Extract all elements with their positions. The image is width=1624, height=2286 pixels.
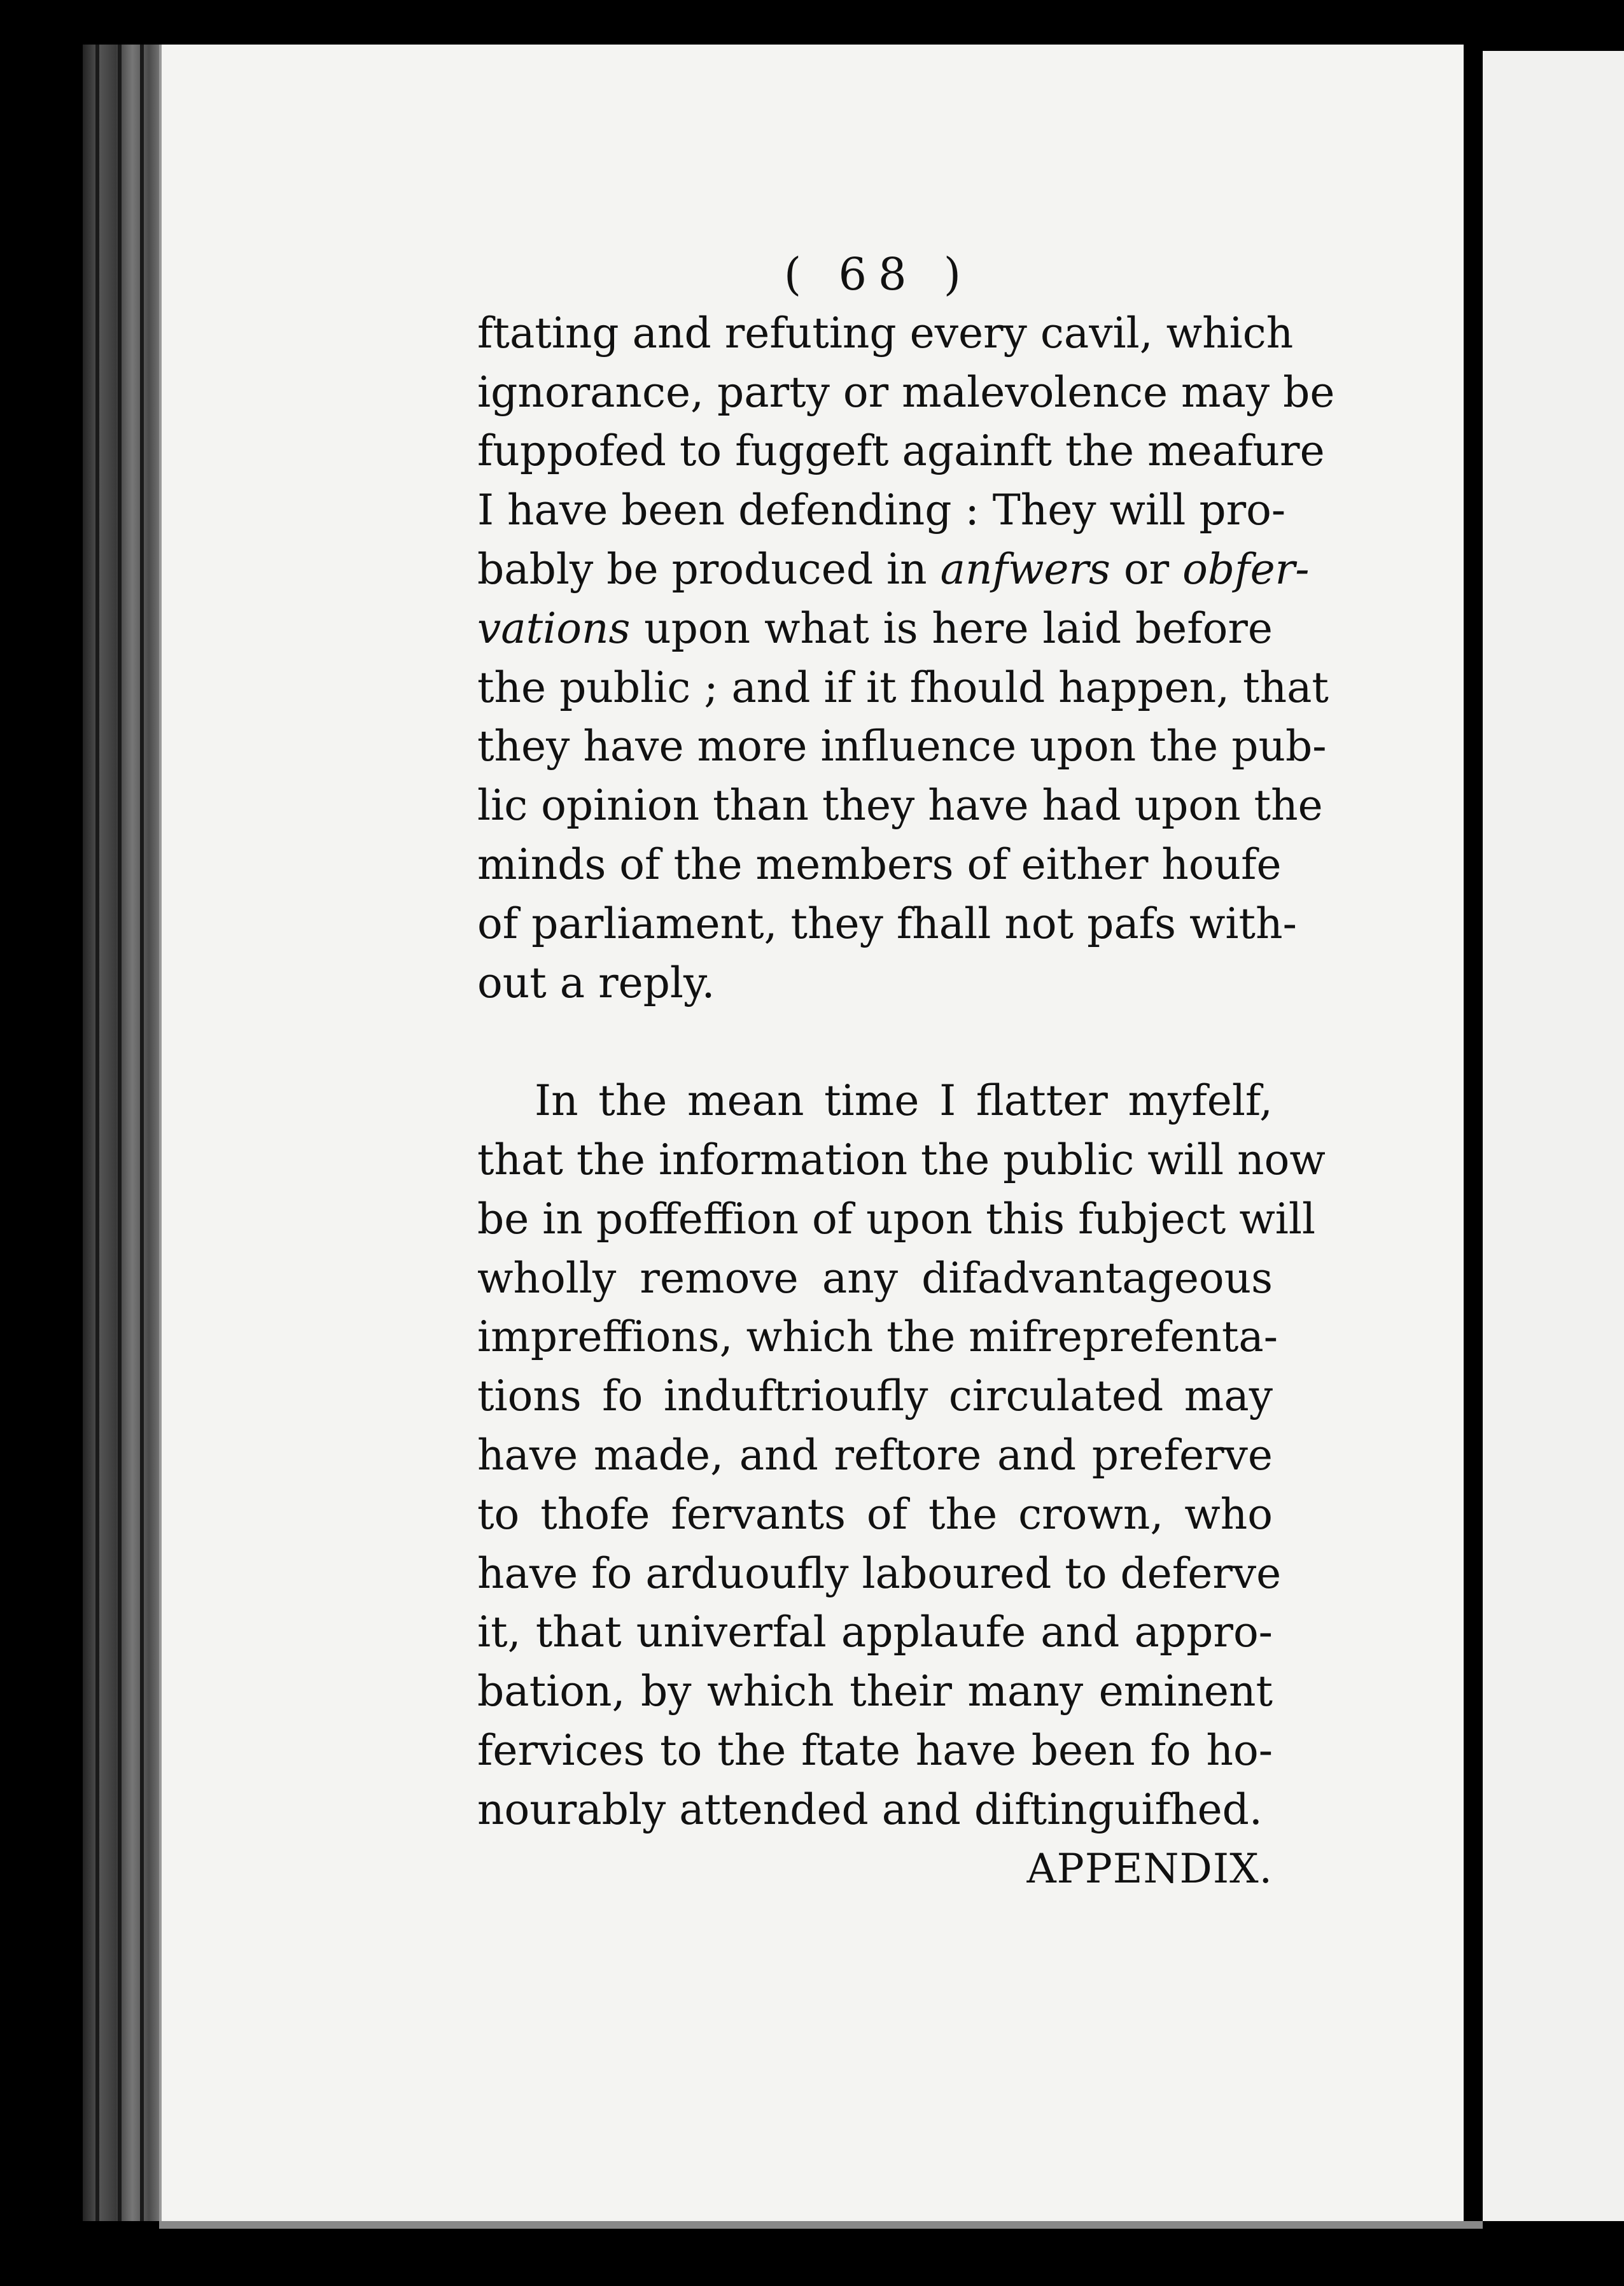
catchword: APPENDIX. [1026,1845,1273,1893]
text-line: ignorance, party or malevolence may be [477,367,1335,417]
text-line: be in poffeffion of upon this fubject will [477,1194,1316,1244]
binding-stripe [140,45,144,2221]
text-line: have made, and reftore and preferve [477,1430,1273,1480]
text-line: In the mean time I flatter myfelf, [535,1076,1273,1126]
text-line: to thofe fervants of the crown, who [477,1489,1273,1539]
text-line: tions fo induftrioufly circulated may [477,1371,1273,1421]
next-page-edge [1483,51,1624,2221]
text-line: of parliament, they fhall not pafs with- [477,899,1297,948]
text-line: they have more influence upon the pub- [477,722,1327,771]
paragraph-1 [477,304,1335,1013]
binding-stripe [118,45,122,2221]
text-line: that the information the public will now [477,1135,1326,1184]
text-line: the public ; and if it fhould happen, that [477,663,1329,712]
text-line: it, that univerfal applaufe and appro- [477,1608,1273,1657]
page-text [477,245,1335,1898]
page-gutter [1464,45,1483,2227]
text-line: out a reply. [477,958,715,1007]
text-line: nourably attended and diftinguifhed. [477,1785,1263,1834]
text-line: impreffions, which the mifreprefenta- [477,1312,1278,1362]
text-line: bably be produced in anfwers or obfer- [477,544,1310,594]
text-line: bation, by which their many eminent [477,1667,1273,1716]
paragraph-gap [477,1013,1273,1072]
text-line: have fo arduoufly laboured to deferve [477,1548,1282,1598]
text-line: wholly remove any difadvantageous [477,1253,1273,1303]
text-line: I have been defending : They will pro- [477,486,1286,535]
book-binding [83,45,165,2221]
text-line: ftating and refuting every cavil, which [477,308,1294,358]
text-line: fervices to the ftate have been fo ho- [477,1725,1273,1775]
text-line: fuppofed to fuggeft againft the meafure [477,426,1325,476]
binding-stripe [95,45,99,2221]
page-bottom-edge [159,2221,1483,2229]
paragraph-2 [477,1072,1326,1839]
page-number: ( 68 ) [783,248,973,300]
text-line: vations upon what is here laid before [477,603,1273,653]
text-line: minds of the members of either houfe [477,839,1282,889]
text-line: lic opinion than they have had upon the [477,781,1323,831]
